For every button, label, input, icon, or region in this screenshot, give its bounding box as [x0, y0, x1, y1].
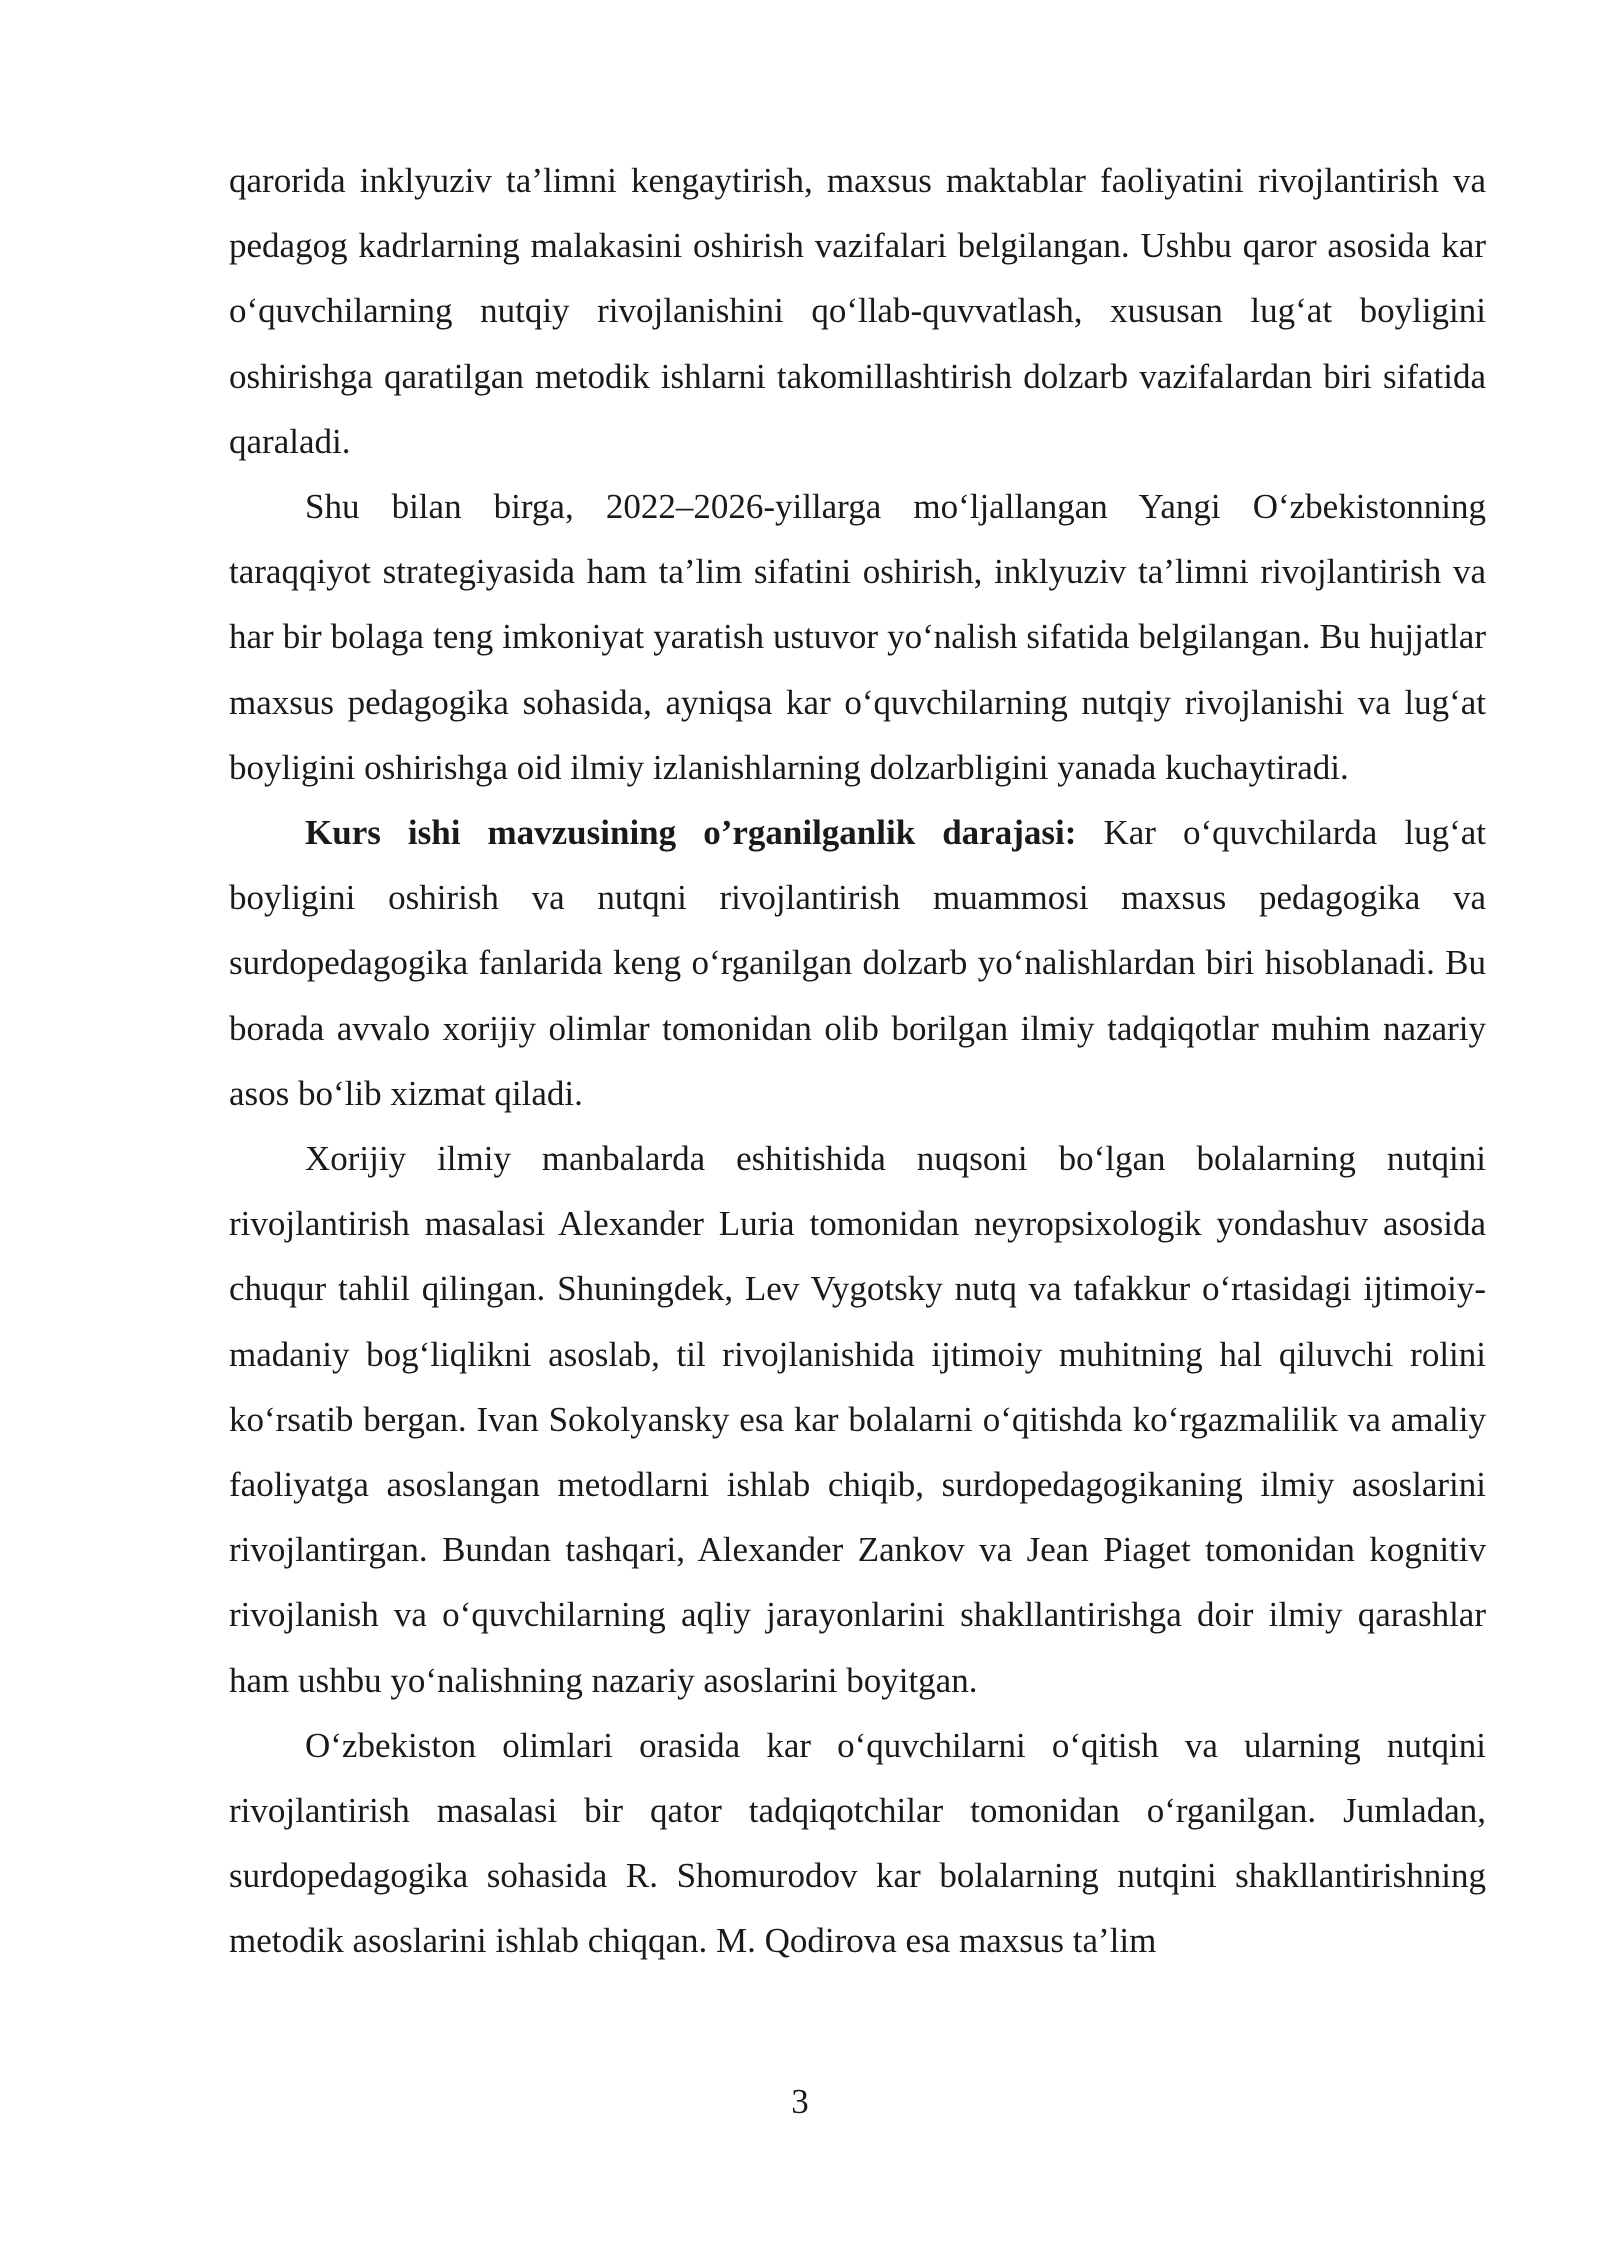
document-body [229, 148, 1486, 1974]
paragraph-3 [229, 800, 1486, 1126]
paragraph-2-text: Shu bilan birga, 2022–2026-yillarga mo‘ljallangan Yangi O‘zbekistonning taraqqiyot strategiyasida ham ta’lim sifatini oshirish, inklyuziv ta’limni rivojlantirish va har bir bolaga teng imkoniyat yaratish ustuvor yo‘nalish sifatida belgilangan. Bu hujjatlar maxsus pedagogika sohasida, ayniqsa kar o‘quvchilarning nutqiy rivojlanishi va lug‘at boyligini oshirishga oid ilmiy izlanishlarning dolzarbligini yanada kuchaytiradi. [229, 487, 1486, 787]
page-number: 3 [791, 2082, 809, 2121]
paragraph-1-text: qarorida inklyuziv ta’limni kengaytirish, maxsus maktablar faoliyatini rivojlantirish va pedagog kadrlarning malakasini oshirish vazifalari belgilangan. Ushbu qaror asosida kar o‘quvchilarning nutqiy rivojlanishini qo‘llab-quvvatlash, xususan lug‘at boyligini oshirishga qaratilgan metodik ishlarni takomillashtirish dolzarb vazifalardan biri sifatida qaraladi. [229, 161, 1486, 461]
paragraph-5-text: O‘zbekiston olimlari orasida kar o‘quvchilarni o‘qitish va ularning nutqini rivojlantirish masalasi bir qator tadqiqotchilar tomonidan o‘rganilgan. Jumladan, surdopedagogika sohasida R. Shomurodov kar bolalarning nutqini shakllantirishning metodik asoslarini ishlab chiqqan. M. Qodirova esa maxsus ta’lim [229, 1725, 1486, 1961]
paragraph-2 [229, 474, 1486, 800]
paragraph-4-text: Xorijiy ilmiy manbalarda eshitishida nuqsoni bo‘lgan bolalarning nutqini rivojlantirish masalasi Alexander Luria tomonidan neyropsixologik yondashuv asosida chuqur tahlil qilingan. Shuningdek, Lev Vygotsky nutq va tafakkur o‘rtasidagi ijtimoiy-madaniy bog‘liqlikni asoslab, til rivojlanishida ijtimoiy muhitning hal qiluvchi rolini ko‘rsatib bergan. Ivan Sokolyansky esa kar bolalarni o‘qitishda ko‘rgazmalilik va amaliy faoliyatga asoslangan metodlarni ishlab chiqib, surdopedagogikaning ilmiy asoslarini rivojlantirgan. Bundan tashqari, Alexander Zankov va Jean Piaget tomonidan kognitiv rivojlanish va o‘quvchilarning aqliy jarayonlarini shakllantirishga doir ilmiy qarashlar ham ushbu yo‘nalishning nazariy asoslarini boyitgan. [229, 1139, 1486, 1700]
paragraph-1 [229, 148, 1486, 474]
paragraph-4 [229, 1126, 1486, 1713]
paragraph-5 [229, 1713, 1486, 1974]
paragraph-3-bold-lead: Kurs ishi mavzusining o’rganilganlik darajasi: [305, 813, 1077, 853]
paragraph-3-text: Kar o‘quvchilarda lug‘at boyligini oshirish va nutqni rivojlantirish muammosi maxsus pedagogika va surdopedagogika fanlarida keng o‘rganilgan dolzarb yo‘nalishlardan biri hisoblanadi. Bu borada avvalo xorijiy olimlar tomonidan olib borilgan ilmiy tadqiqotlar muhim nazariy asos bo‘lib xizmat qiladi. [229, 813, 1487, 1113]
